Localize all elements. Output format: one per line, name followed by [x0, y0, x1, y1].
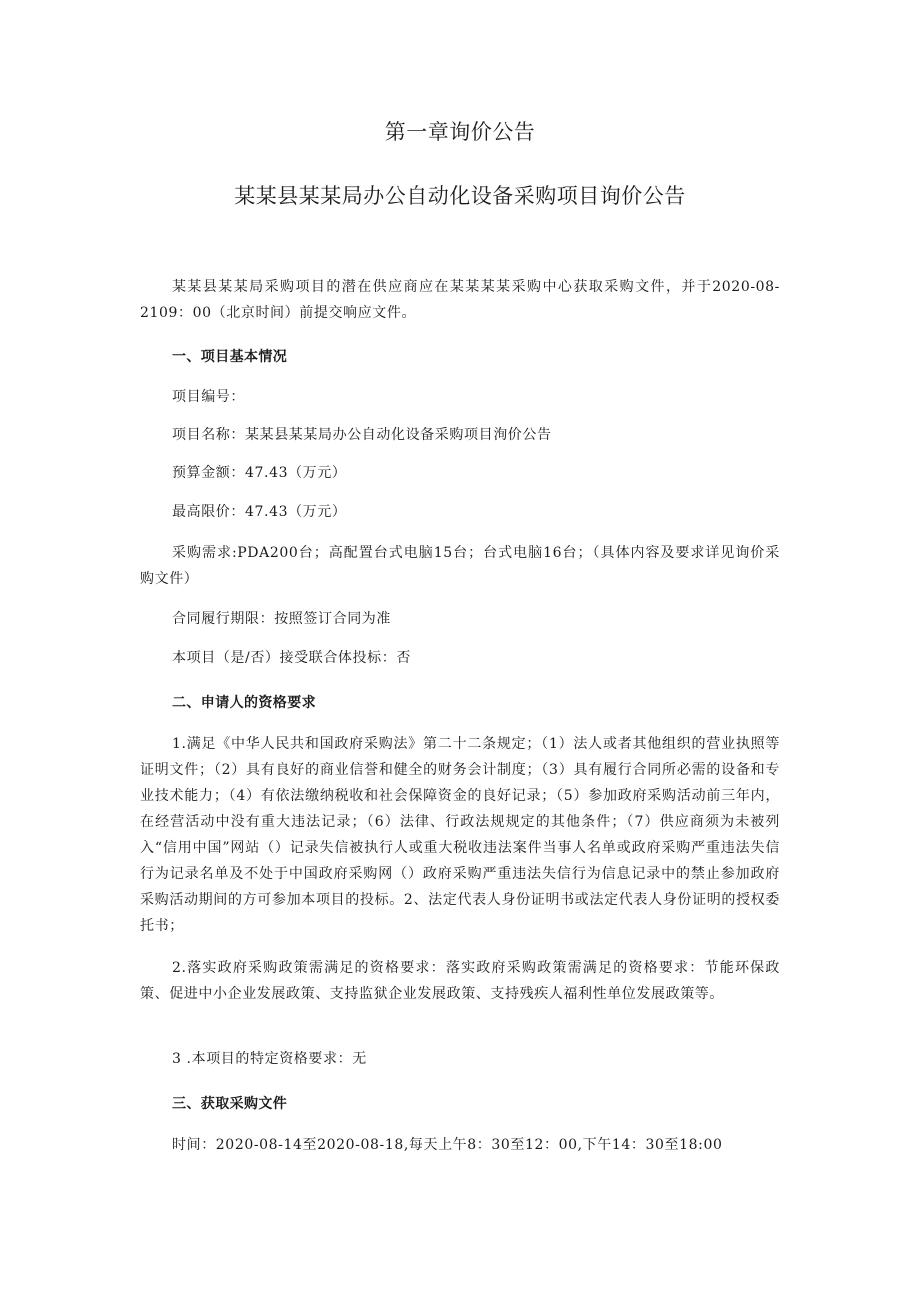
project-number: 项目编号：: [172, 389, 245, 405]
document-title: 某某县某某局办公自动化设备采购项目询价公告: [234, 184, 686, 208]
section-heading-obtain-documents: 三、获取采购文件: [172, 1096, 288, 1112]
contract-period: 合同履行期限：按照签订合同为准: [172, 611, 391, 627]
chapter-title: 第一章询价公告: [384, 120, 536, 144]
qualification-item-2: 2.落实政府采购政策需满足的资格要求：落实政府采购政策需满足的资格要求：节能环保政策、促进中小企业发展政策、支持监狱企业发展政策、支持残疾人福利性单位发展政策等。: [140, 960, 780, 1002]
procurement-requirement: 采购需求:PDA200台；高配置台式电脑15台；台式电脑16台；（具体内容及要求详见询价采购文件）: [140, 545, 780, 587]
qualification-item-1: 1.满足《中华人民共和国政府采购法》第二十二条规定；（1）法人或者其他组织的营业执照等证明文件；（2）具有良好的商业信誉和健全的财务会计制度；（3）具有履行合同所必需的设备和专业技术能力；（4）有依法缴纳税收和社会保障资金的良好记录；（5）参加政府采购活动前三年内，在经营活动中没有重大违法记录；（6）法律、行政法规规定的其他条件；（7）供应商须为未被列入“信用中国”网站（）记录失信被执行人或重大税收违法案件当事人名单或政府采购严重违法失信行为记录名单及不处于中国政府采购网（）政府采购严重违法失信行为信息记录中的禁止参加政府采购活动期间的方可参加本项目的投标。2、法定代表人身份证明书或法定代表人身份证明的授权委托书；: [140, 736, 780, 934]
budget-amount: 预算金额：47.43（万元）: [172, 465, 347, 481]
document-obtain-time: 时间：2020-08-14至2020-08-18,每天上午8：30至12：00,下午14：30至18:00: [172, 1137, 723, 1153]
consortium-bidding: 本项目（是/否）接受联合体投标：否: [172, 650, 411, 666]
qualification-item-3: 3 .本项目的特定资格要求：无: [172, 1051, 367, 1067]
project-name: 项目名称：某某县某某局办公自动化设备采购项目洵价公告: [172, 427, 552, 443]
max-price: 最高限价：47.43（万元）: [172, 504, 347, 520]
section-heading-qualifications: 二、申请人的资格要求: [172, 695, 316, 711]
section-heading-basic-info: 一、项目基本情况: [172, 349, 288, 365]
intro-paragraph: 某某县某某局采购项目的潜在供应商应在某某某某采购中心获取采购文件，并于2020-08-2109：00（北京时间）前提交响应文件。: [140, 279, 780, 321]
